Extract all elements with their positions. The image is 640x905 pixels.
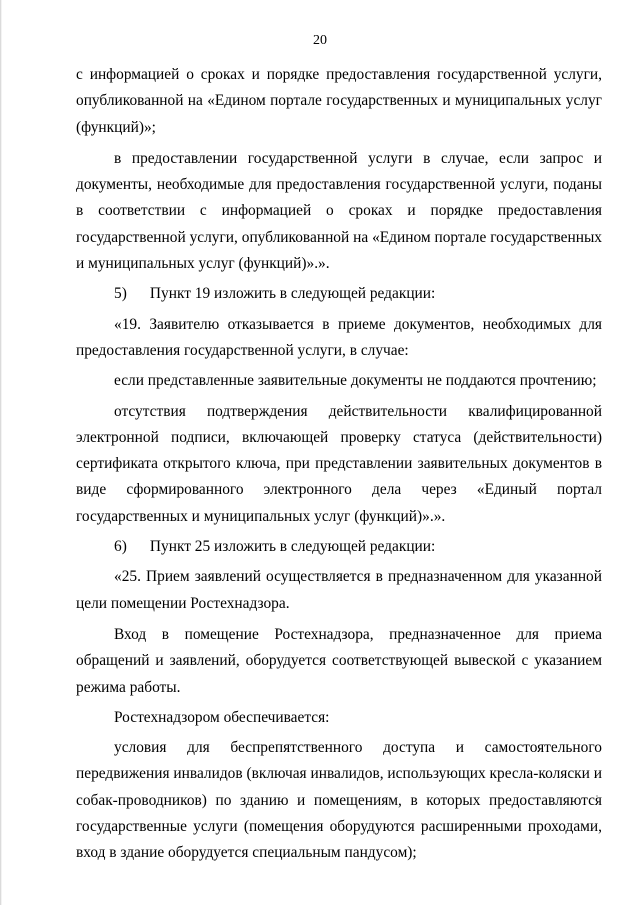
paragraph-9: Вход в помещение Ростехнадзора, предназначенное для приема обращений и заявлений, оборудуется соответствующей вывеской с указанием режима работы. bbox=[76, 625, 602, 696]
paragraph-7-item-6: 6) Пункт 25 изложить в следующей редакции: bbox=[114, 538, 436, 556]
paragraph-8-clause-25: «25. Прием заявлений осуществляется в предназначенном для указанной цели помещении Ростехнадзора. bbox=[76, 568, 602, 612]
paragraph-3-item-5: 5) Пункт 19 изложить в следующей редакции: bbox=[114, 285, 436, 303]
paragraph-4-clause-19: «19. Заявителю отказывается в приеме документов, необходимых для предоставления государственной услуги, в случае: bbox=[76, 315, 602, 359]
document-body bbox=[76, 62, 602, 867]
paragraph-5: если представленные заявительные документы не поддаются прочтению; bbox=[114, 372, 597, 390]
paragraph-6: отсутствия подтверждения действительности квалифицированной электронной подписи, включающей проверку статуса (действительности) сертификата открытого ключа, при представлении заявительных документов в виде сформированного электронного дела через «Единый портал государственных и муниципальных услуг (функций)».». bbox=[76, 402, 602, 525]
paragraph-10: Ростехнадзором обеспечивается: bbox=[114, 708, 330, 726]
scan-edge-shadow bbox=[0, 0, 2, 905]
page-number: 20 bbox=[313, 33, 327, 48]
paragraph-1: с информацией о сроках и порядке предоставления государственной услуги, опубликованной на «Едином портале государственных и муниципальных услуг (функций)»; bbox=[76, 66, 602, 136]
paragraph-11: условия для беспрепятственного доступа и самостоятельного передвижения инвалидов (включая инвалидов, использующих кресла-коляски и собак-проводников) по зданию и помещениям, в которых предоставляются государственные услуги (помещения оборудуются расширенными проходами, вход в здание оборудуется специальным пандусом); bbox=[76, 739, 602, 862]
paragraph-2: в предоставлении государственной услуги в случае, если запрос и документы, необходимые для предоставления государственной услуги, поданы в соответствии с информацией о сроках и порядке предоставления государственной услуги, опубликованной на «Едином портале государственных и муниципальных услуг (функций)».». bbox=[76, 149, 602, 273]
